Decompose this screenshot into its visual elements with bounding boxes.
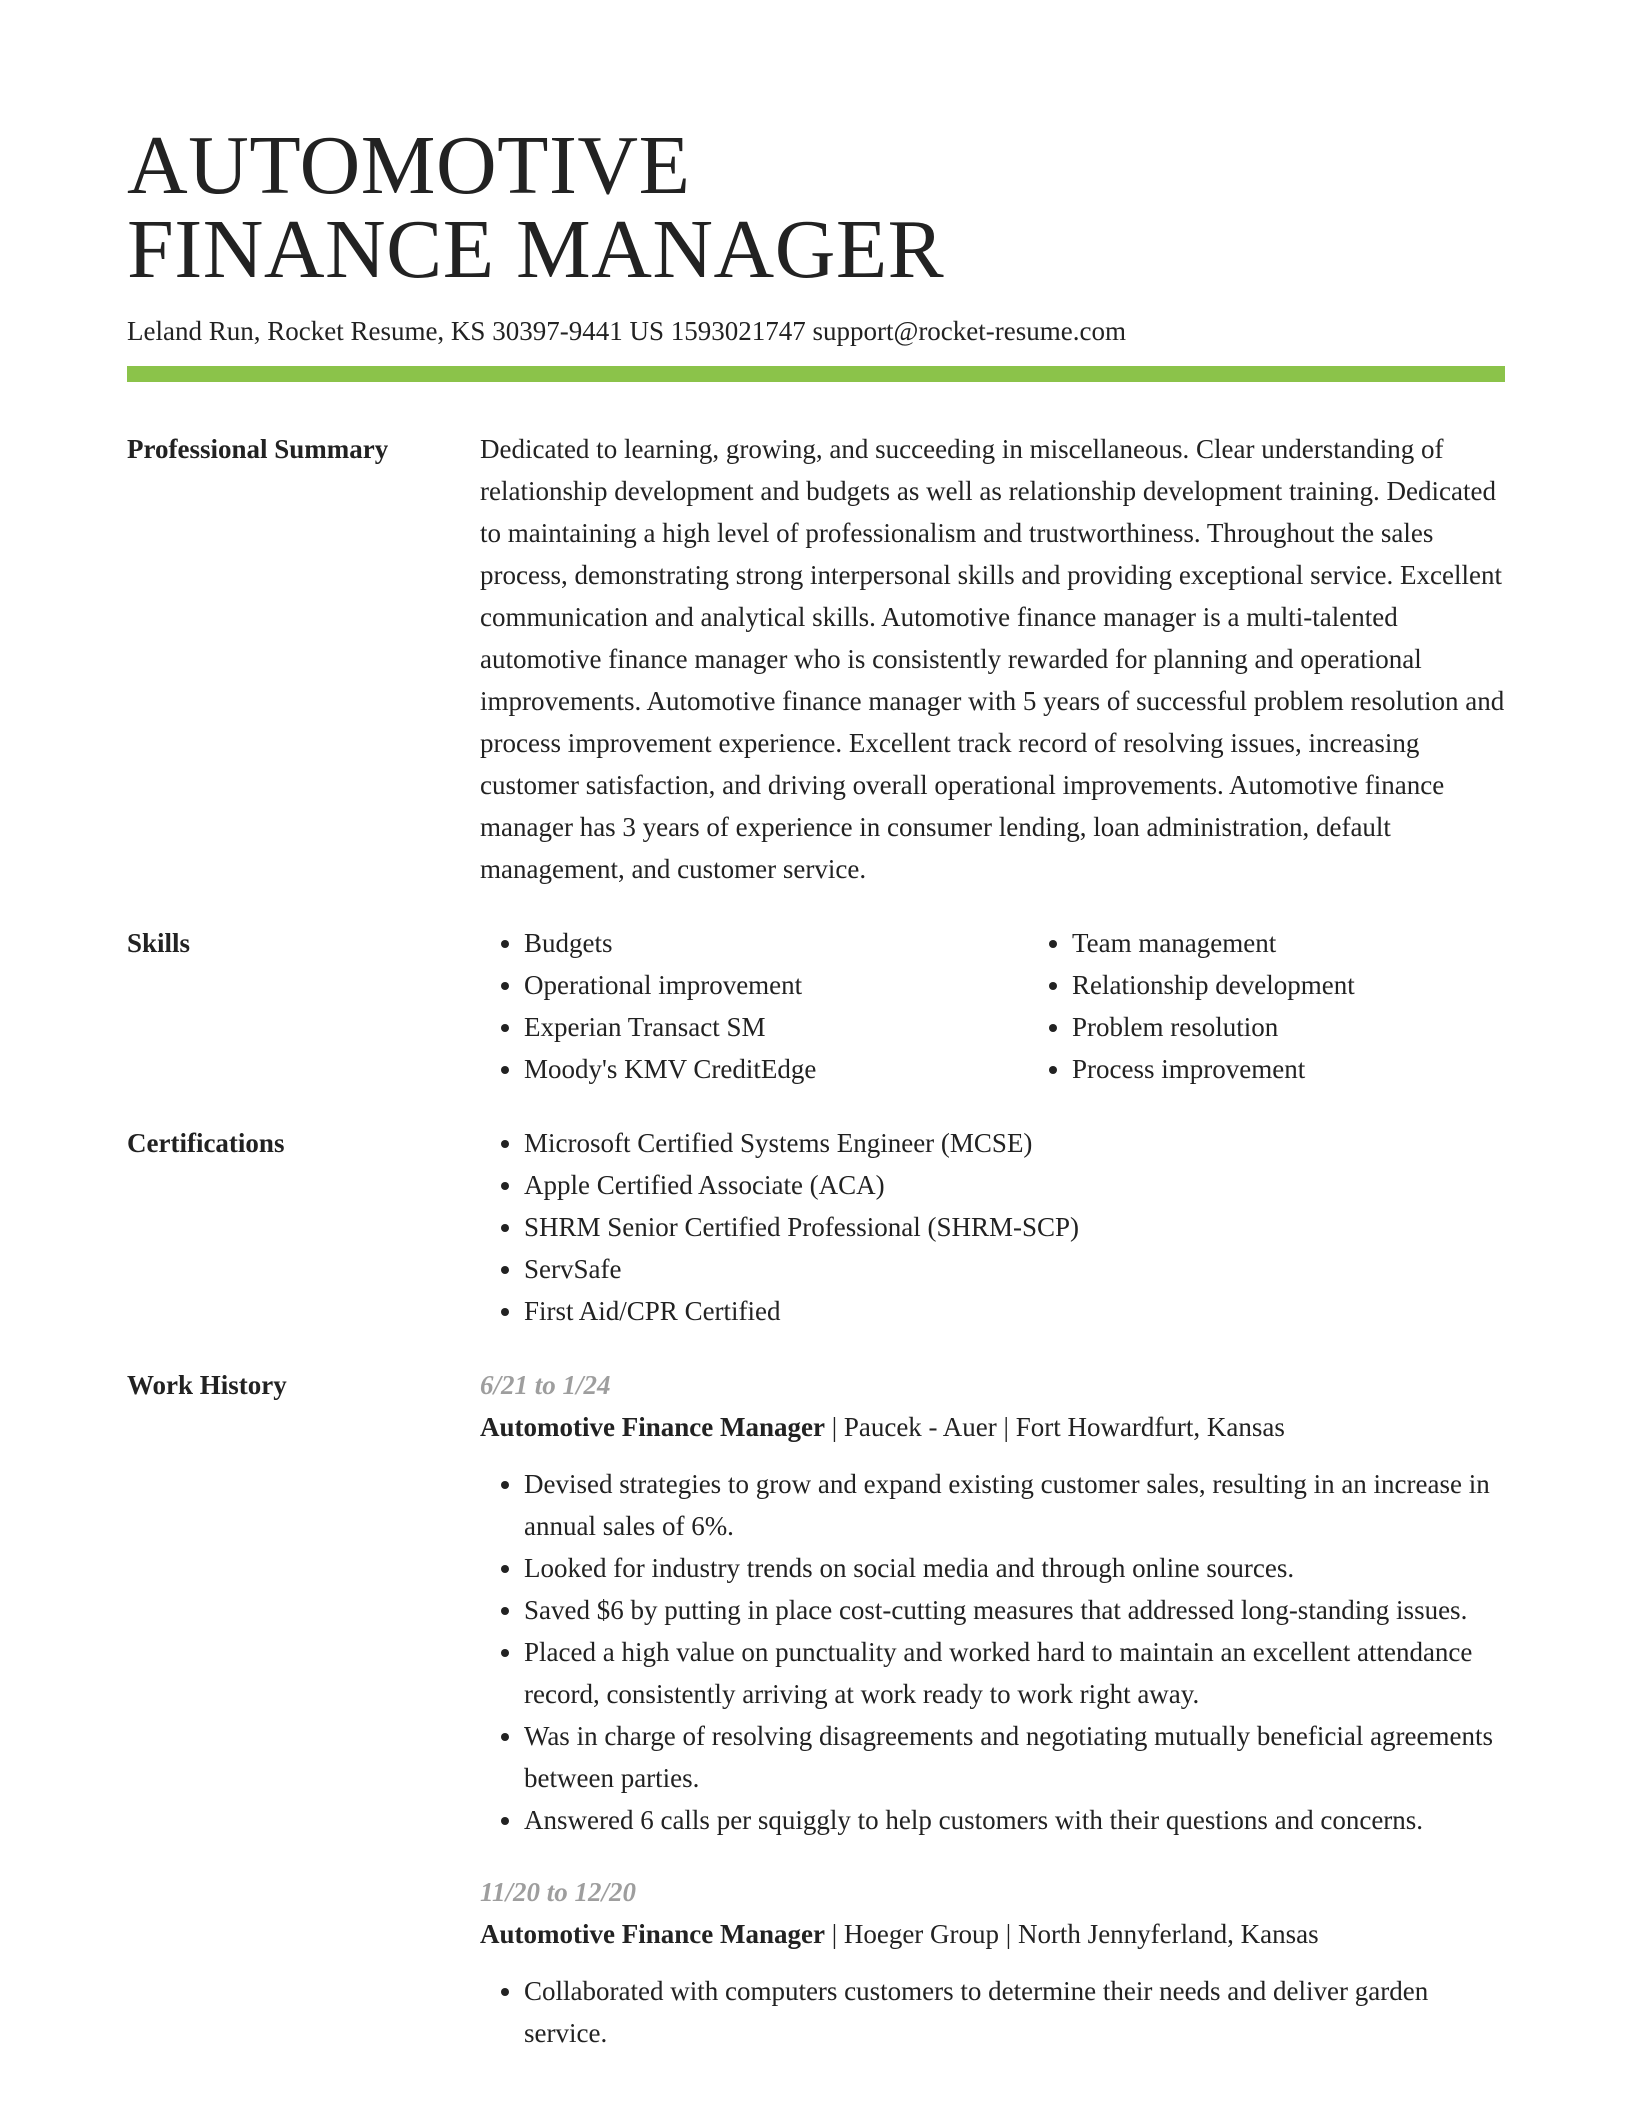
job-details: | Paucek - Auer | Fort Howardfurt, Kansas xyxy=(824,1412,1285,1442)
certifications-body xyxy=(480,1122,1505,1332)
certifications-list xyxy=(480,1122,1505,1332)
title-line-1: AUTOMOTIVE xyxy=(127,119,691,212)
skills-body xyxy=(480,922,1576,1090)
page-title xyxy=(127,119,1505,296)
skill-item: • Experian Transact SM xyxy=(524,1006,1028,1048)
job-dates: 6/21 to 1/24 xyxy=(480,1370,611,1400)
job-entry xyxy=(480,1364,1505,1841)
title-line-2: FINANCE MANAGER xyxy=(127,203,945,296)
summary-heading: Professional Summary xyxy=(127,434,389,464)
job-dates: 11/20 to 12/20 xyxy=(480,1877,637,1907)
certification-item: • First Aid/CPR Certified xyxy=(524,1290,1505,1332)
work-history-heading: Work History xyxy=(127,1370,287,1400)
contact-info: Leland Run, Rocket Resume, KS 30397-9441 US 1593021747 support@rocket-resume.com xyxy=(127,316,1126,346)
skills-section xyxy=(127,922,1505,1090)
certification-item: • Apple Certified Associate (ACA) xyxy=(524,1164,1505,1206)
job-bullet: • Answered 6 calls per squiggly to help customers with their questions and concerns. xyxy=(524,1799,1505,1841)
summary-body xyxy=(480,428,1505,890)
skills-columns xyxy=(480,922,1576,1090)
certification-item: • ServSafe xyxy=(524,1248,1505,1290)
job-title: Automotive Finance Manager xyxy=(480,1919,825,1949)
skill-item: • Relationship development xyxy=(1072,964,1576,1006)
work-history-section xyxy=(127,1364,1505,2054)
summary-text: Dedicated to learning, growing, and succeeding in miscellaneous. Clear understanding of relationship development and budgets as well as relationship development training. Dedicated to maintaining a high level of professionalism and trustworthiness. Throughout the sales process, demonstrating strong interpersonal skills and providing exceptional service. Excellent communication and analytical skills. Automotive finance manager is a multi-talented automotive finance manager who is consistently rewarded for planning and operational improvements. Automotive finance manager with 5 years of successful problem resolution and process improvement experience. Excellent track record of resolving issues, increasing customer satisfaction, and driving overall operational improvements. Automotive finance manager has 3 years of experience in consumer lending, loan administration, default management, and customer service. xyxy=(480,434,1505,884)
certifications-section xyxy=(127,1122,1505,1332)
job-header xyxy=(480,1406,1505,1448)
certifications-heading: Certifications xyxy=(127,1128,285,1158)
accent-divider xyxy=(127,366,1505,382)
certification-item: • SHRM Senior Certified Professional (SHRM-SCP) xyxy=(524,1206,1505,1248)
job-bullet: • Placed a high value on punctuality and worked hard to maintain an excellent attendance record, consistently arriving at work ready to work right away. xyxy=(524,1631,1505,1715)
skill-item: • Budgets xyxy=(524,922,1028,964)
skill-item: • Team management xyxy=(1072,922,1576,964)
skills-list-right xyxy=(1028,922,1576,1090)
certification-item: • Microsoft Certified Systems Engineer (MCSE) xyxy=(524,1122,1505,1164)
job-entry xyxy=(480,1871,1505,2054)
job-bullets xyxy=(480,1463,1505,1841)
summary-section xyxy=(127,428,1505,890)
skill-item: • Moody's KMV CreditEdge xyxy=(524,1048,1028,1090)
job-bullet: • Was in charge of resolving disagreements and negotiating mutually beneficial agreements between parties. xyxy=(524,1715,1505,1799)
skill-item: • Operational improvement xyxy=(524,964,1028,1006)
skill-item: • Problem resolution xyxy=(1072,1006,1576,1048)
job-bullets xyxy=(480,1970,1505,2054)
job-details: | Hoeger Group | North Jennyferland, Kansas xyxy=(824,1919,1319,1949)
resume-page xyxy=(127,119,1505,2054)
job-bullet: • Devised strategies to grow and expand existing customer sales, resulting in an increase in annual sales of 6%. xyxy=(524,1463,1505,1547)
job-bullet: • Saved $6 by putting in place cost-cutting measures that addressed long-standing issues. xyxy=(524,1589,1505,1631)
job-title: Automotive Finance Manager xyxy=(480,1412,825,1442)
skills-list-left xyxy=(480,922,1028,1090)
work-history-body xyxy=(480,1364,1505,2054)
job-bullet: • Looked for industry trends on social media and through online sources. xyxy=(524,1547,1505,1589)
job-header xyxy=(480,1913,1505,1955)
skills-heading: Skills xyxy=(127,928,191,958)
job-bullet: • Collaborated with computers customers to determine their needs and deliver garden service. xyxy=(524,1970,1505,2054)
skill-item: • Process improvement xyxy=(1072,1048,1576,1090)
